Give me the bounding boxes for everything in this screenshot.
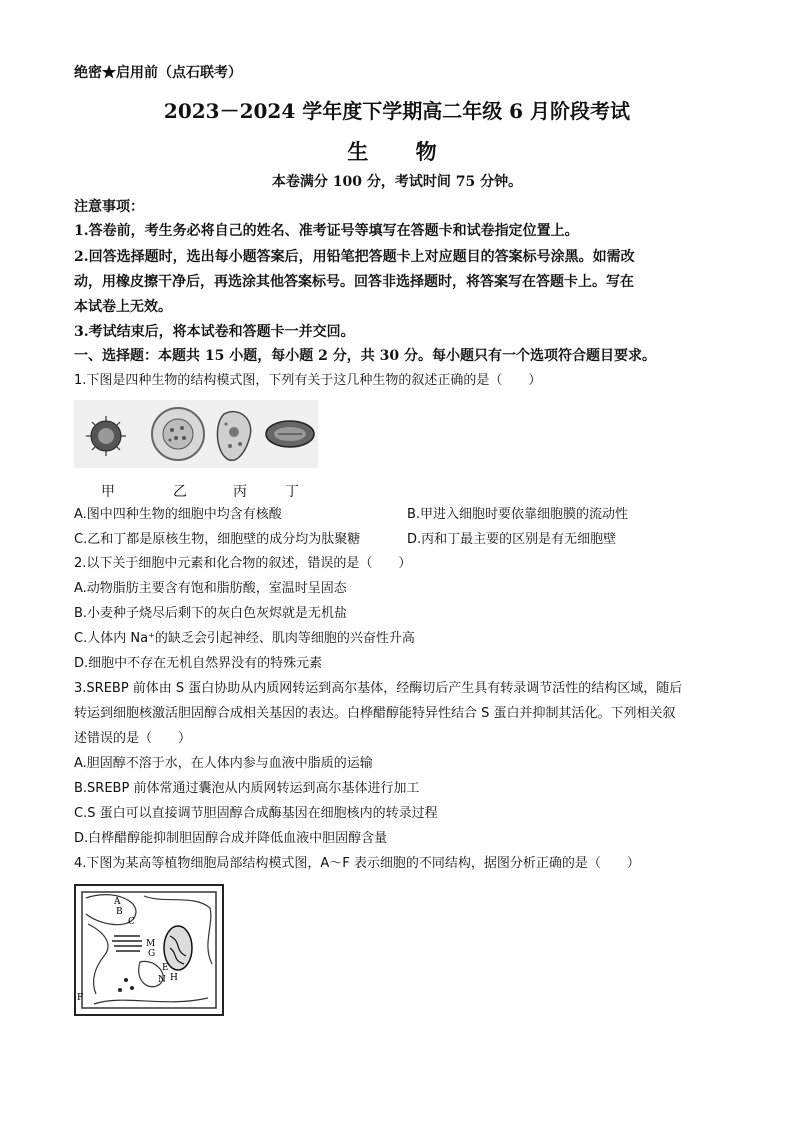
q4-stem: 4.下图为某高等植物细胞局部结构模式图，A～F 表示细胞的不同结构，据图分析正确的是（ ） [74,856,640,871]
q1-label-jia: 甲 [101,484,115,500]
q1-option-c: C.乙和丁都是原核生物，细胞壁的成分均为肽聚糖 [74,532,361,547]
q1-option-d: D.丙和丁最主要的区别是有无细胞壁 [407,532,617,547]
q3-option-b: B.SREBP 前体常通过囊泡从内质网转运到高尔基体进行加工 [74,781,420,796]
q2-option-b: B.小麦种子烧尽后剩下的灰白色灰烬就是无机盐 [74,606,348,621]
q2-option-a: A.动物脂肪主要含有饱和脂肪酸，室温时呈固态 [74,581,347,596]
q4-label-g: G [148,949,156,959]
q1-option-a: A.图中四种生物的细胞中均含有核酸 [74,507,282,522]
note-1: 1.答卷前，考生务必将自己的姓名、准考证号等填写在答题卡和试卷指定位置上。 [74,223,579,239]
q3-stem-line-2: 转运到细胞核激活胆固醇合成相关基因的表达。白桦醋醇能特异性结合 S 蛋白并抑制其活化。下列相关叙 [74,706,676,721]
exam-info: 本卷满分 100 分，考试时间 75 分钟。 [271,174,523,190]
q3-stem-line-3: 述错误的是（ ） [74,731,192,746]
q3-option-d: D.白桦醋醇能抑制胆固醇合成并降低血液中胆固醇含量 [74,831,388,846]
q3-option-c: C.S 蛋白可以直接调节胆固醇合成酶基因在细胞核内的转录过程 [74,806,438,821]
q2-option-d: D.细胞中不存在无机自然界没有的特殊元素 [74,656,323,671]
section-1-heading: 一、选择题：本题共 15 小题，每小题 2 分，共 30 分。每小题只有一个选项符合题目要求。 [74,348,656,364]
q4-plant-cell-figure [74,884,224,1016]
q2-option-c: C.人体内 Na⁺的缺乏会引起神经、肌肉等细胞的兴奋性升高 [74,631,415,646]
notes-heading: 注意事项： [74,199,144,215]
q4-label-f: F [77,993,84,1003]
q4-label-b: B [116,907,123,917]
note-2a: 2.回答选择题时，选出每小题答案后，用铅笔把答题卡上对应题目的答案标号涂黑。如需改 [74,249,635,265]
cell-yi-icon [152,408,204,460]
q4-label-c: C [128,917,135,927]
q1-label-yi: 乙 [173,484,187,500]
q4-label-n: N [158,975,166,985]
q4-label-a: A [114,897,121,907]
q4-label-h: H [170,973,178,983]
note-3: 3.考试结束后，将本试卷和答题卡一并交回。 [74,324,355,340]
q4-label-m: M [146,939,156,949]
note-2c: 本试卷上无效。 [74,299,172,315]
q3-stem-line-1: 3.SREBP 前体由 S 蛋白协助从内质网转运到高尔基体，经酶切后产生具有转录调节活性的结构区域，随后 [74,681,683,696]
note-2b: 动，用橡皮擦干净后，再选涂其他答案标号。回答非选择题时，将答案写在答题卡上。写在 [74,274,634,290]
q1-option-b: B.甲进入细胞时要依靠细胞膜的流动性 [407,507,629,522]
q3-option-a: A.胆固醇不溶于水，在人体内参与血液中脂质的运输 [74,756,373,771]
q4-label-e: E [162,963,169,973]
q1-label-bing: 丙 [233,484,247,500]
virus-jia-icon [86,416,126,456]
secret-label: 绝密★启用前（点石联考） [74,65,242,81]
q1-label-ding: 丁 [285,484,299,500]
subject-title: 生 物 [347,139,457,164]
q1-organisms-figure [74,400,318,468]
bacterium-ding-icon [266,421,314,447]
exam-title: 2023－2024 学年度下学期高二年级 6 月阶段考试 [163,99,631,123]
q1-stem: 1.下图是四种生物的结构模式图，下列有关于这几种生物的叙述正确的是（ ） [74,373,542,388]
q2-stem: 2.以下关于细胞中元素和化合物的叙述，错误的是（ ） [74,556,412,571]
